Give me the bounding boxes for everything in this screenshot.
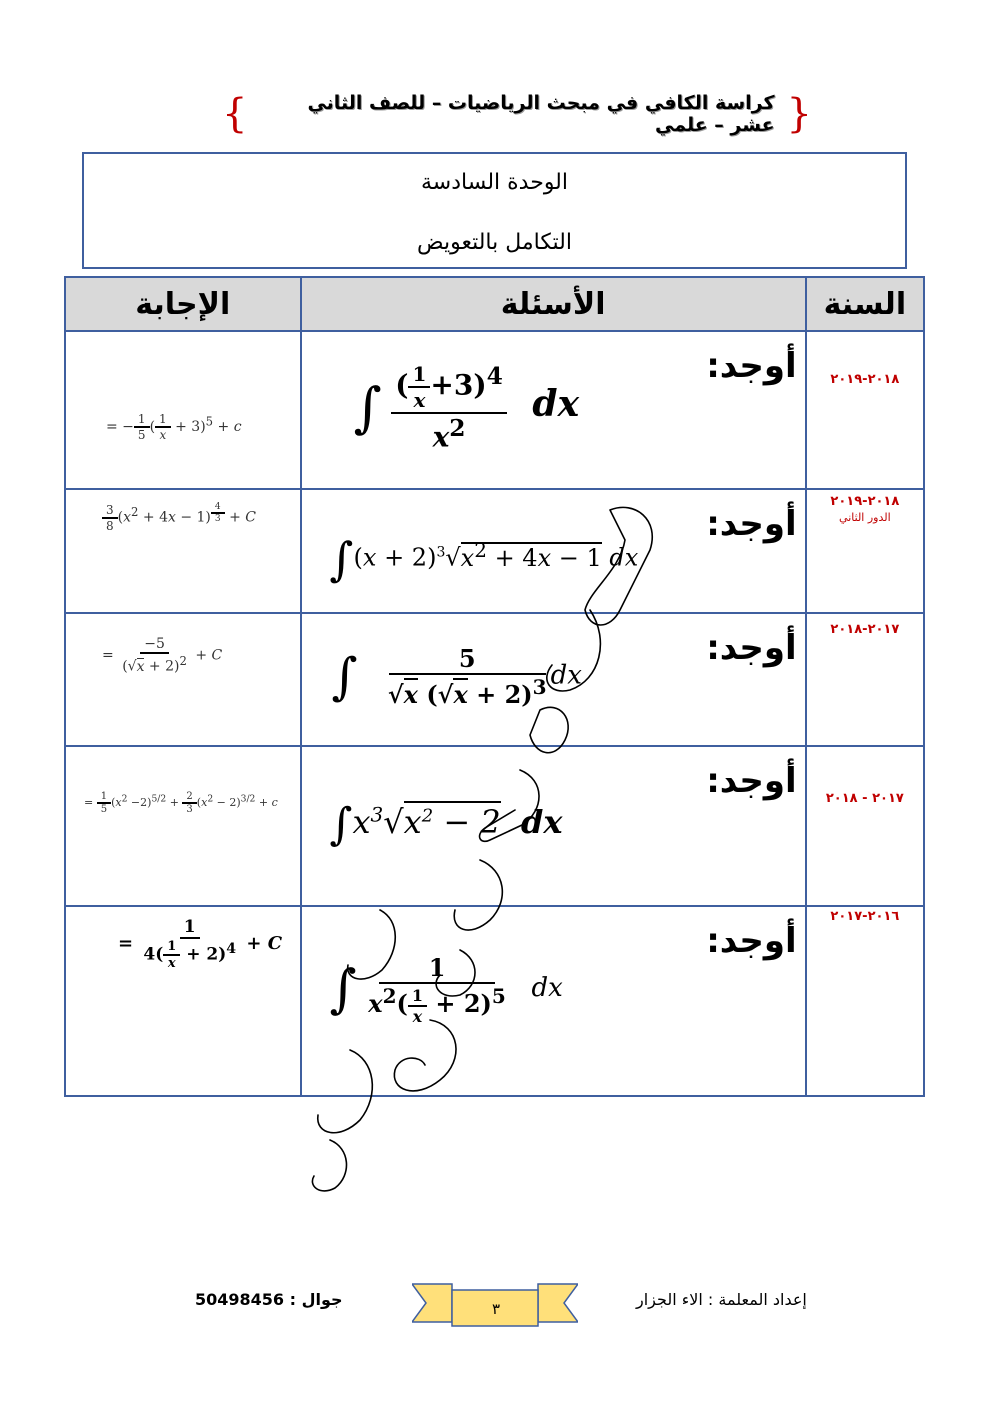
year-cell [806,613,924,746]
round-label: الدور الثاني [839,511,891,524]
unit-subtitle: التكامل بالتعويض [417,230,572,255]
answer-text: = $\frac{1}{5}$ $(x^2 -2)^{5/2}$ + $\frac{2}{3}$ $(x^2 - 2)^{3/2} + c$ [84,791,278,815]
find-label: أوجد: [706,628,797,668]
left-brace-icon: } [786,91,812,137]
answer-cell [65,331,301,489]
year-label: ٢٠١٧ - ٢٠١٨ [825,791,904,806]
header-answer: الإجابة [65,277,301,331]
table-row [65,331,924,489]
year-cell [806,906,924,1096]
answer-cell [65,613,301,746]
table-row [65,746,924,906]
question-math: $\int(x + 2)^3√x^2 + 4x - 1$ dx [329,532,639,586]
answer-text: = 1 4( $\frac{1}{x}$ + 2)$^4$ + C [118,917,283,971]
year-cell [806,746,924,906]
unit-box [82,152,907,269]
unit-title: الوحدة السادسة [420,170,569,195]
answer-cell [65,746,301,906]
question-cell [301,613,806,746]
answer-text: $\frac{3}{8}$ $(x^2 + 4x - 1)$ $^{\frac{4}{3}}$ + C [102,502,256,533]
table-row [65,613,924,746]
year-label: ٢٠١٨-٢٠١٩ [830,494,900,509]
answer-text: = $\frac{-5}{(√x + 2)^2}$ + C [102,636,223,675]
question-math: ∫ $\frac{5}{√x (√x + 2)^3}$ dx [331,644,582,709]
find-label: أوجد: [706,504,797,544]
question-math: $\int x^3√x^2 - 2$ dx [329,799,563,850]
answer-cell [65,906,301,1096]
table-row [65,906,924,1096]
question-cell [301,906,806,1096]
answer-cell [65,489,301,613]
year-label: ٢٠١٦-٢٠١٧ [830,909,900,924]
question-math: ∫ 1 $x^2$( $\frac{1}{x}$ + 2)$^5$ dx [329,953,563,1026]
question-cell [301,746,806,906]
question-cell [301,489,806,613]
find-label: أوجد: [706,921,797,961]
document-header [222,92,812,136]
questions-table [64,276,925,1097]
footer-author: إعداد المعلمة : الاء الجزار [636,1290,807,1309]
find-label: أوجد: [706,346,797,386]
header-questions: الأسئلة [301,277,806,331]
year-cell [806,331,924,489]
page-number: ٣ [491,1300,501,1318]
table-header-row [65,277,924,331]
year-cell [806,489,924,613]
question-cell [301,331,806,489]
right-brace-icon: { [222,91,248,137]
question-math: ∫ ( $\frac{1}{x}$ +3)$^4$ $x^2$ dx [353,362,580,454]
year-label: ٢٠١٧-٢٠١٨ [830,622,900,637]
answer-text: = − $\frac{1}{5}$ ( $\frac{1}{x}$ + 3)$^5$ + c [106,412,242,442]
year-label: ٢٠١٨-٢٠١٩ [830,372,900,387]
footer-phone: جوال : 50498456 [195,1290,343,1309]
table-row [65,489,924,613]
document-title: كراسة الكافي في مبحث الرياضيات – للصف الثاني عشر – علمي [307,92,775,136]
header-year: السنة [806,277,924,331]
find-label: أوجد: [706,761,797,801]
